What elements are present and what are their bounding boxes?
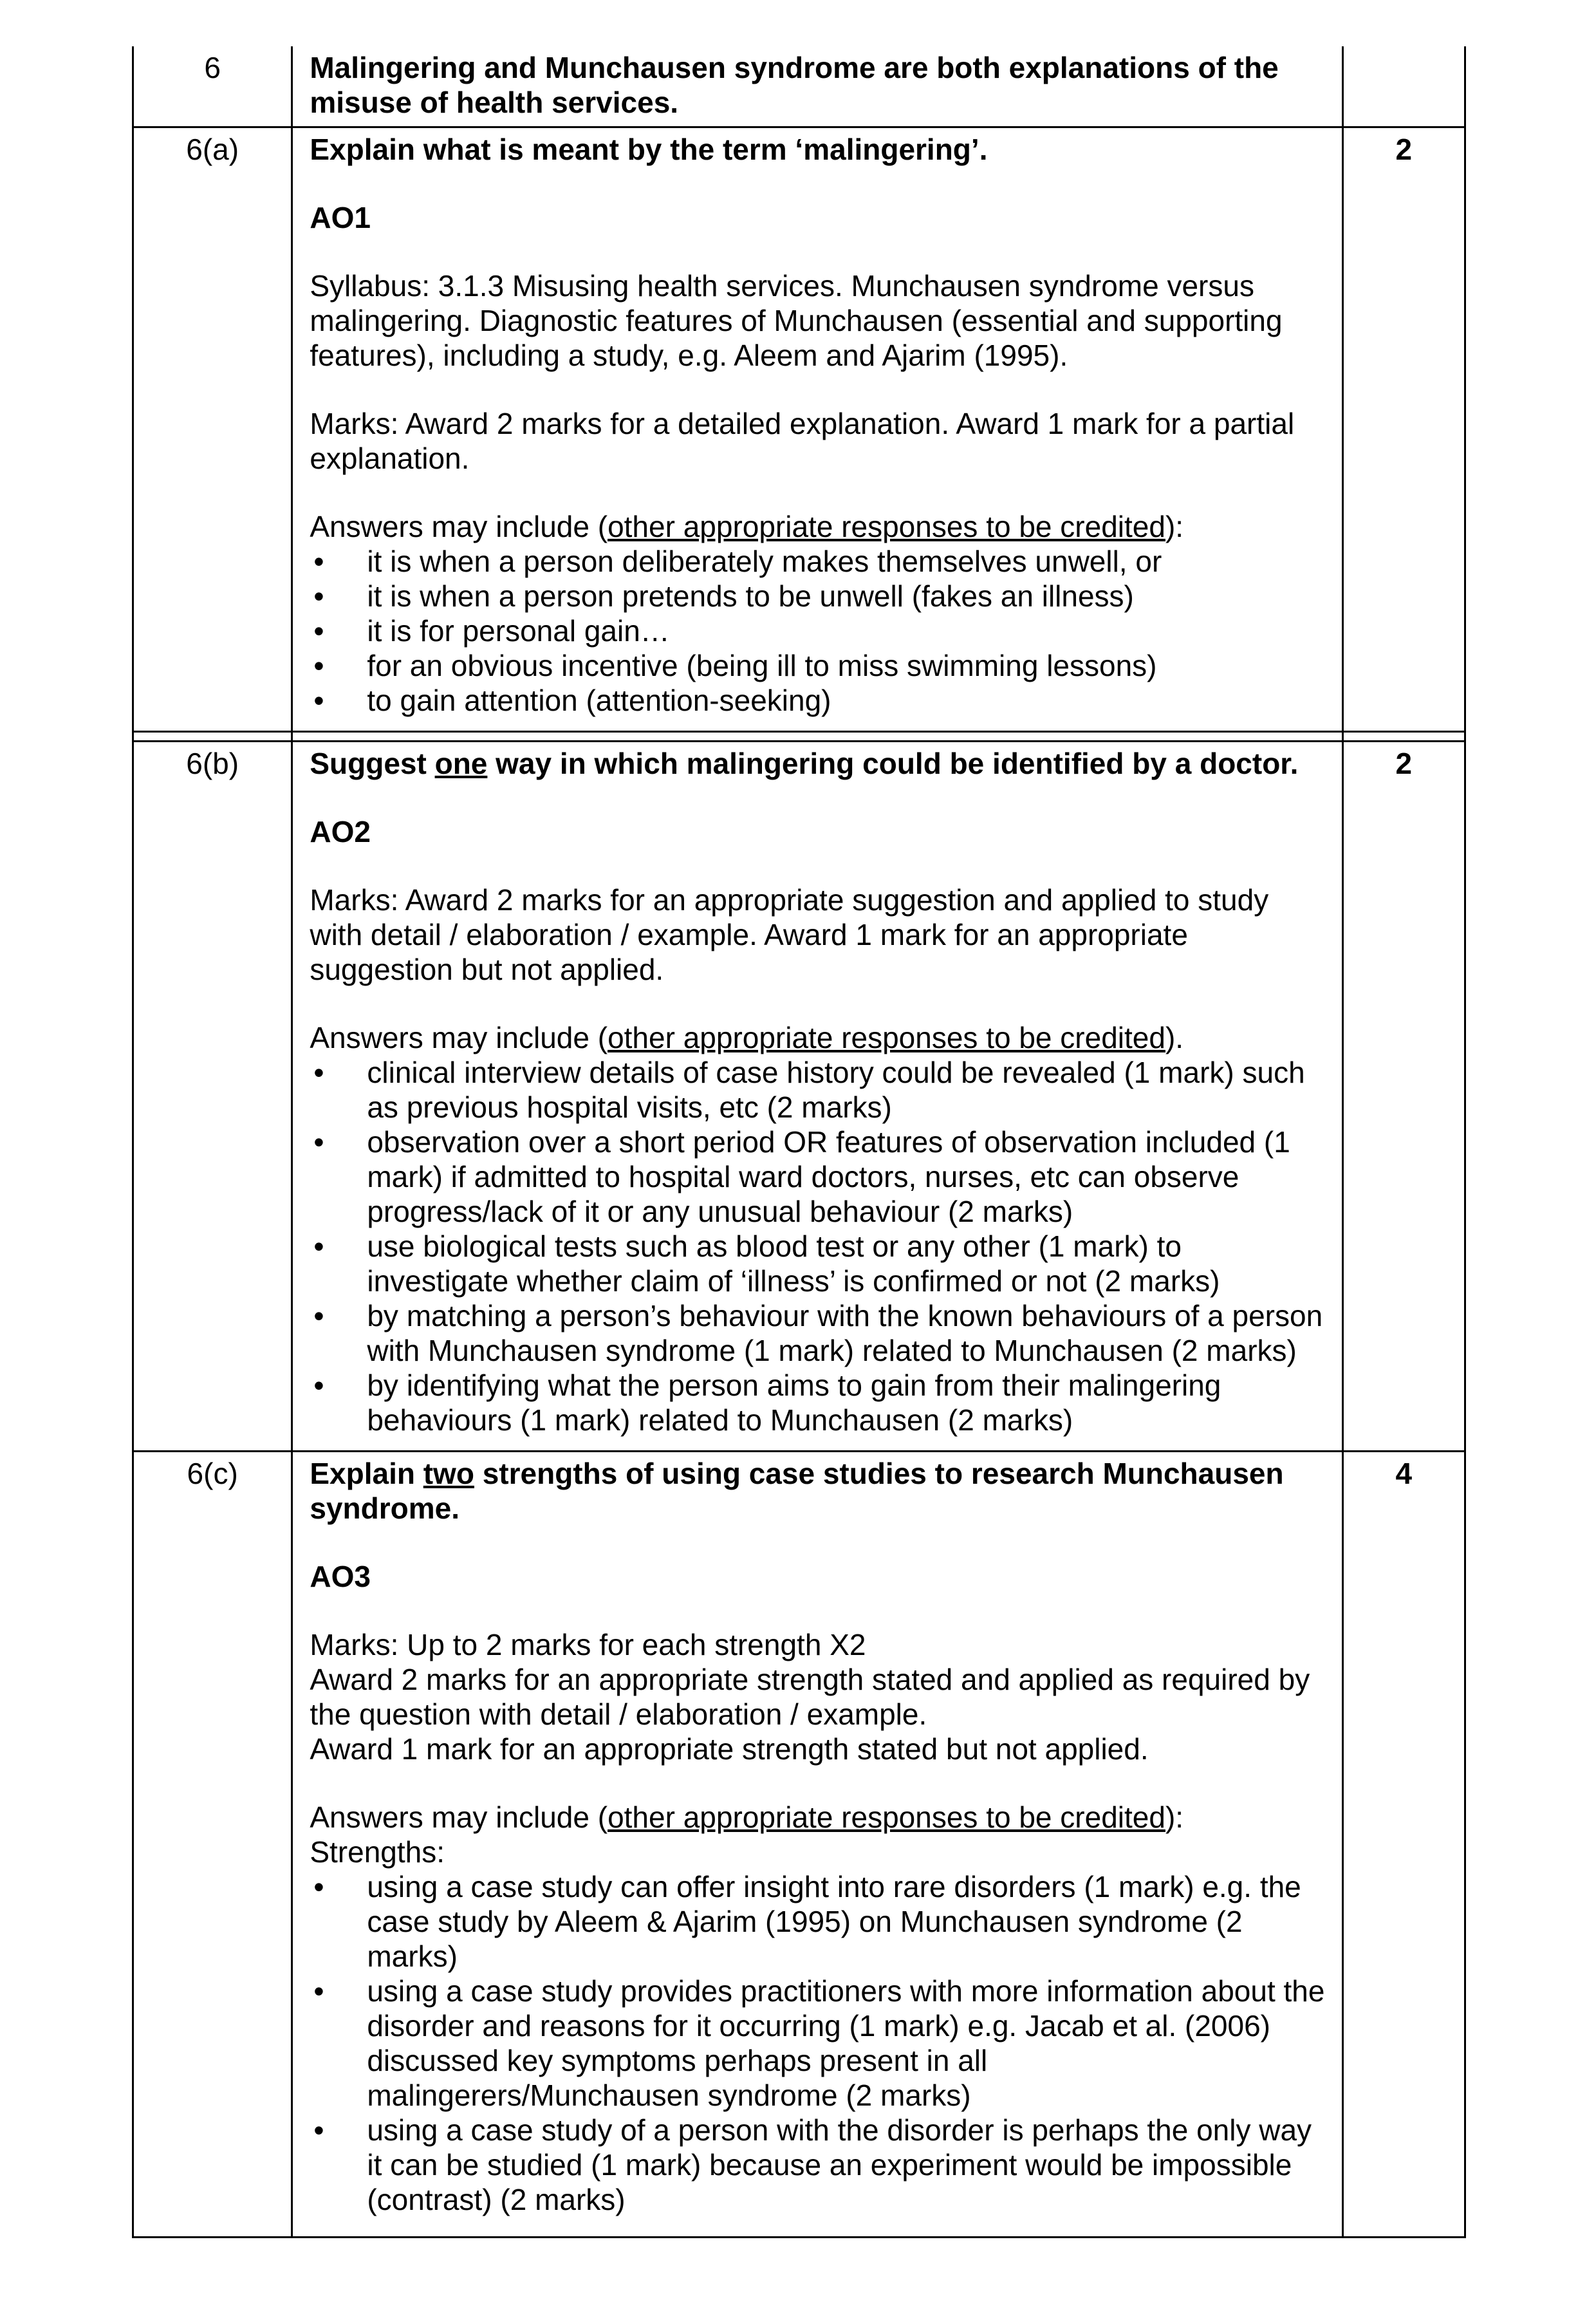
bullet-icon: • (313, 1229, 324, 1263)
credit-note: other appropriate responses to be credited (608, 1800, 1165, 1834)
assessment-objective: AO2 (310, 815, 371, 848)
list-item: • by matching a person’s behaviour with the known behaviours of a person with Munchausen syndrome (1 mark) related to Munchausen (2 marks) (313, 1299, 1323, 1367)
marking-guidance: Marks: Award 2 marks for an appropriate suggestion and applied to study with detail / elaboration / example. Award 1 mark for an appropriate suggestion but not applied. (310, 883, 1269, 986)
question-text: Suggest one way in which malingering could be identified by a doctor. (310, 747, 1299, 780)
bullet-icon: • (313, 1870, 324, 1903)
credit-note: other appropriate responses to be credited (608, 1021, 1165, 1054)
question-6c-row (133, 1452, 1465, 2238)
question-text: Explain what is meant by the term ‘malingering’. (310, 133, 988, 166)
answers-intro: Answers may include (other appropriate responses to be credited): (310, 510, 1184, 543)
list-item: • using a case study provides practitioners with more information about the disorder and reasons for it occurring (1 mark) e.g. Jacab et al. (2006) discussed key symptoms perhaps present in all malingerers/Munchausen syndrome (2 marks) (313, 1974, 1325, 2112)
list-item: • it is when a person pretends to be unwell (fakes an illness) (313, 579, 1134, 613)
question-number: 6(a) (133, 127, 292, 732)
question-number: 6(b) (133, 742, 292, 1452)
question-6a-row (133, 127, 1465, 732)
list-item: • it is for personal gain… (313, 614, 670, 648)
list-item: • for an obvious incentive (being ill to miss swimming lessons) (313, 649, 1157, 682)
bullet-icon: • (313, 1369, 324, 1402)
list-item: • observation over a short period OR features of observation included (1 mark) if admitted to hospital ward doctors, nurses, etc can observe progress/lack of it or any unusual behaviour (2 marks) (313, 1125, 1290, 1228)
bullet-icon: • (313, 1299, 324, 1332)
answer-list (310, 1055, 1324, 1437)
list-item: • by identifying what the person aims to gain from their malingering behaviours (1 mark) related to Munchausen (2 marks) (313, 1369, 1221, 1437)
bullet-icon: • (313, 684, 324, 717)
bullet-icon: • (313, 614, 324, 648)
question-number: 6 (133, 46, 292, 127)
list-item: • use biological tests such as blood test or any other (1 mark) to investigate whether claim of ‘illness’ is confirmed or not (2 marks) (313, 1229, 1220, 1298)
marks-value: 4 (1342, 1452, 1465, 2238)
answers-intro: Answers may include (other appropriate responses to be credited). (310, 1021, 1184, 1054)
marks-value: 2 (1342, 742, 1465, 1452)
question-text: Explain two strengths of using case studies to research Munchausen syndrome. (310, 1457, 1284, 1525)
mark-scheme-table (132, 46, 1466, 2238)
question-number: 6(c) (133, 1452, 292, 2238)
question-6b-row (133, 742, 1465, 1452)
assessment-objective: AO1 (310, 201, 371, 234)
bullet-icon: • (313, 1125, 324, 1159)
bullet-icon: • (313, 649, 324, 682)
list-item: • it is when a person deliberately makes themselves unwell, or (313, 545, 1162, 578)
question-stem: Malingering and Munchausen syndrome are both explanations of the misuse of health services. (310, 51, 1279, 119)
bullet-icon: • (313, 545, 324, 578)
bullet-icon: • (313, 1974, 324, 2008)
row-separator (133, 732, 1465, 742)
bullet-icon: • (313, 2113, 324, 2147)
bullet-icon: • (313, 579, 324, 613)
marking-guidance: Marks: Award 2 marks for a detailed explanation. Award 1 mark for a partial explanation. (310, 407, 1295, 475)
list-item: • clinical interview details of case history could be revealed (1 mark) such as previous hospital visits, etc (2 marks) (313, 1056, 1305, 1124)
answers-intro: Answers may include (other appropriate responses to be credited): (310, 1800, 1184, 1834)
question-6-intro-row (133, 46, 1465, 127)
answer-list (310, 544, 1324, 718)
strengths-label: Strengths: (310, 1835, 445, 1869)
marks-value: 2 (1342, 127, 1465, 732)
marks-cell (1342, 46, 1465, 127)
answer-list (310, 1869, 1324, 2217)
assessment-objective: AO3 (310, 1560, 371, 1593)
list-item: • using a case study can offer insight into rare disorders (1 mark) e.g. the case study by Aleem & Ajarim (1995) on Munchausen syndrome (2 marks) (313, 1870, 1301, 1973)
list-item: • to gain attention (attention-seeking) (313, 684, 831, 717)
list-item: • using a case study of a person with the disorder is perhaps the only way it can be studied (1 mark) because an experiment would be impossible (contrast) (2 marks) (313, 2113, 1312, 2216)
bullet-icon: • (313, 1056, 324, 1089)
credit-note: other appropriate responses to be credited (608, 510, 1165, 543)
syllabus-reference: Syllabus: 3.1.3 Misusing health services. Munchausen syndrome versus malingering. Diagnostic features of Munchausen (essential and supporting features), including a study, e.g. Aleem and Ajarim (1995). (310, 269, 1283, 372)
marking-guidance: Marks: Up to 2 marks for each strength X2 Award 2 marks for an appropriate strength stated and applied as required by the question with detail / elaboration / example. Award 1 mark for an appropriate strength stated but not applied. (310, 1628, 1310, 1766)
